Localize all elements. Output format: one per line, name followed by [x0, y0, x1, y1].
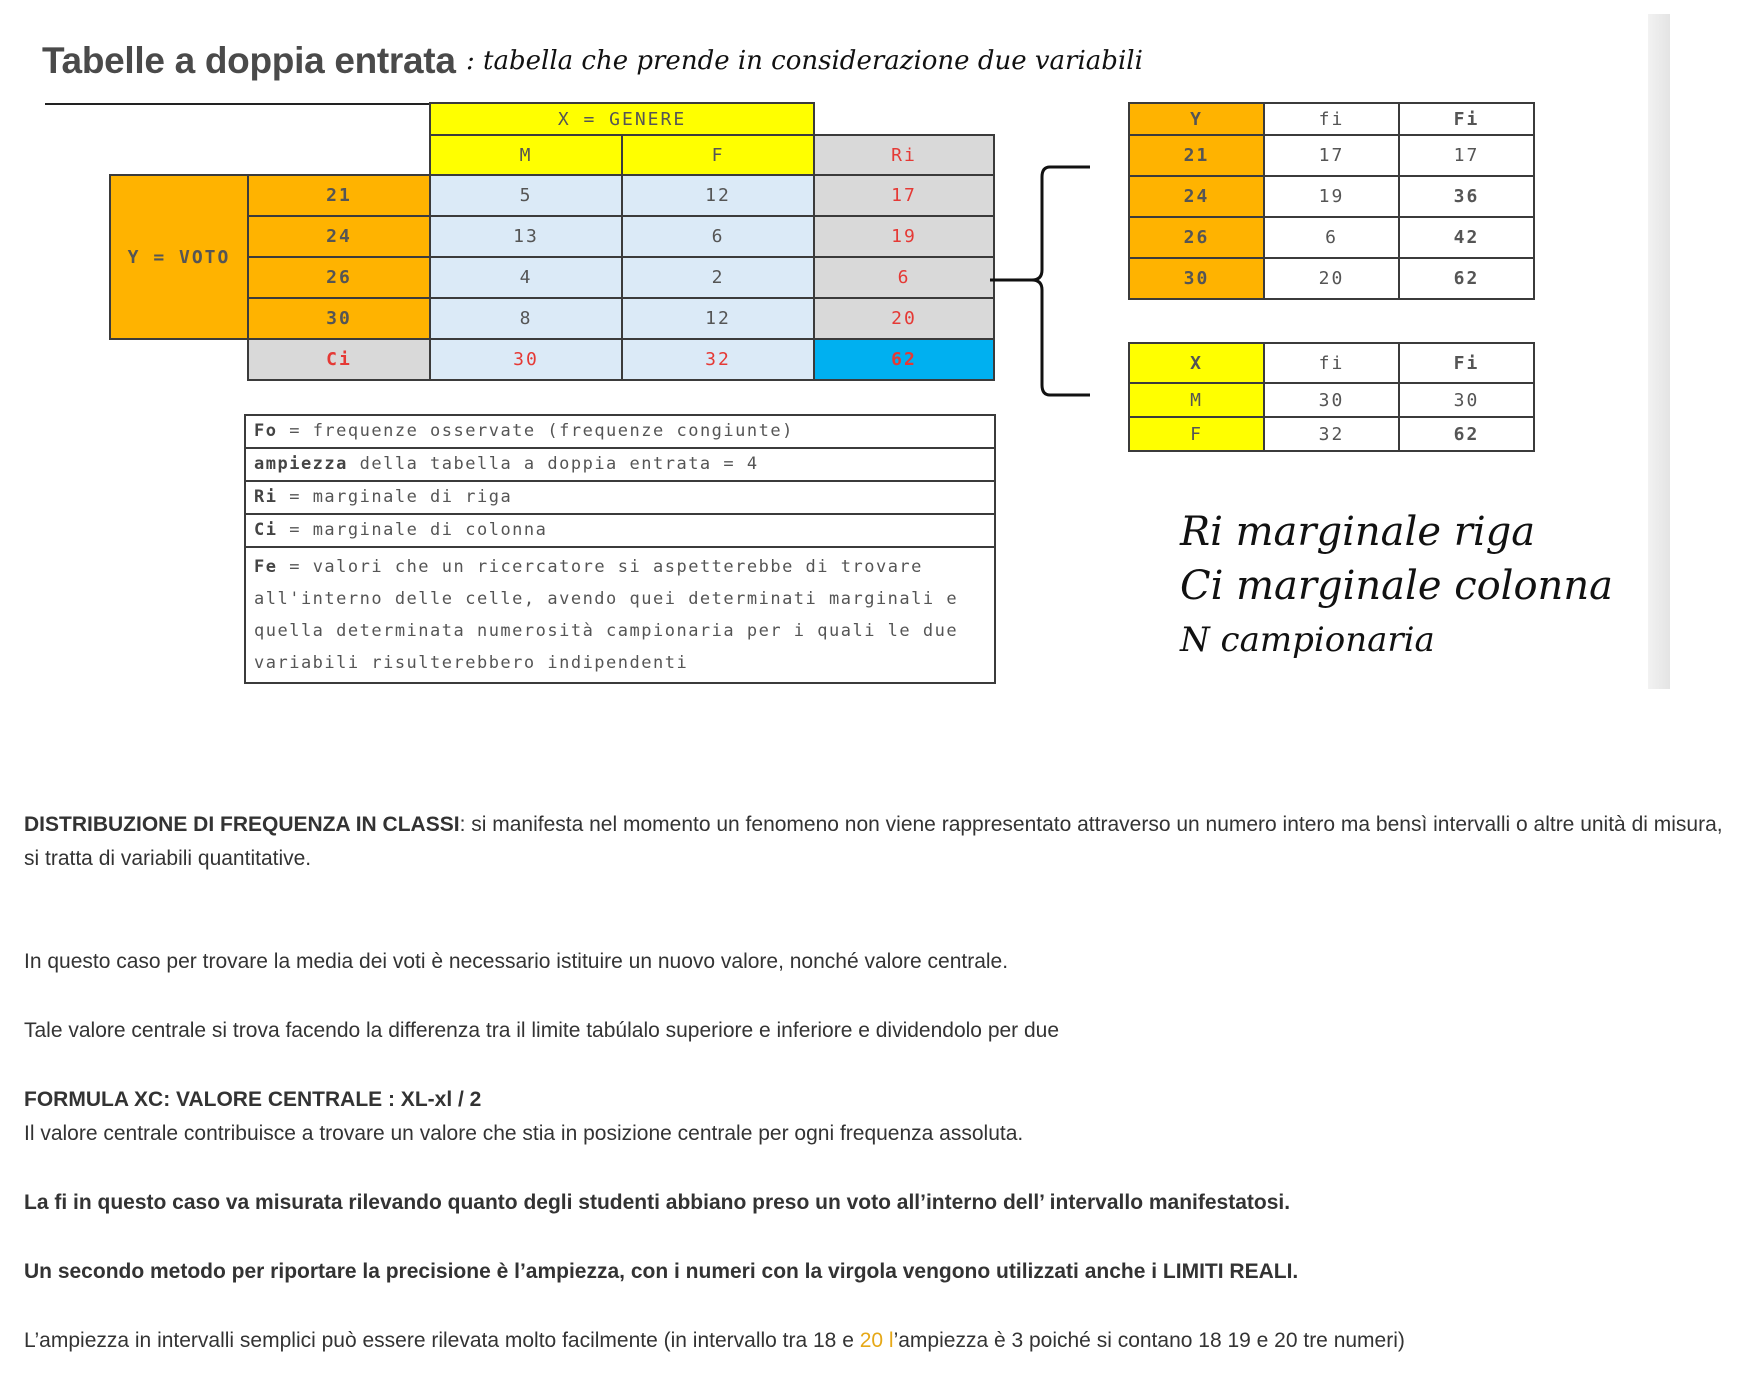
ci-f: 32: [622, 339, 814, 380]
grand-total: 62: [814, 339, 994, 380]
paragraph-formula: FORMULA XC: VALORE CENTRALE : XL-xl / 2 Il valore centrale contribuisce a trovare un valore che stia in posizione centrale per ogni frequenza assoluta.: [24, 1088, 1024, 1145]
cell-m: 4: [430, 257, 622, 298]
cum-fi-value: 62: [1399, 417, 1534, 451]
row-y-value: 26: [248, 257, 430, 298]
y-header: Y: [1129, 103, 1264, 135]
page-edge-shadow: [1648, 14, 1670, 689]
cum-fi-value: 62: [1399, 258, 1534, 299]
fi-value: 17: [1264, 135, 1399, 176]
two-way-table: [109, 102, 995, 381]
cell-m: 5: [430, 175, 622, 216]
cum-fi-value: 42: [1399, 217, 1534, 258]
row-y-value: 21: [248, 175, 430, 216]
note-ri: Ri marginale riga: [1180, 509, 1536, 555]
page-title: Tabelle a doppia entrata: [42, 40, 456, 81]
cell-ri: 19: [814, 216, 994, 257]
legend-box: [244, 414, 996, 684]
ci-m: 30: [430, 339, 622, 380]
fi-value: 20: [1264, 258, 1399, 299]
fi-value: 6: [1264, 217, 1399, 258]
fi-header: fi: [1264, 343, 1399, 383]
note-ci: Ci marginale colonna: [1180, 563, 1613, 609]
cum-fi-value: 30: [1399, 383, 1534, 417]
ci-label: Ci: [248, 339, 430, 380]
cell-m: 13: [430, 216, 622, 257]
fi-value: 32: [1264, 417, 1399, 451]
cell-ri: 17: [814, 175, 994, 216]
highlighted-text: 20 l: [859, 1329, 894, 1352]
cell-f: 12: [622, 175, 814, 216]
note-n: N campionaria: [1180, 620, 1435, 660]
legend-fo: Fo = frequenze osservate (frequenze congiunte): [246, 416, 994, 449]
legend-ri: Ri = marginale di riga: [246, 482, 994, 515]
paragraph-distribuzione: DISTRIBUZIONE DI FREQUENZA IN CLASSI: si manifesta nel momento un fenomeno non viene rappresentato attraverso un numero intero ma bensì intervalli o altre unità di misura, si tratta di variabili quantitative.: [24, 813, 1723, 870]
cell-f: 12: [622, 298, 814, 339]
legend-ci: Ci = marginale di colonna: [246, 515, 994, 548]
cell-ri: 6: [814, 257, 994, 298]
y-voto-header: Y = VOTO: [110, 175, 248, 339]
cum-fi-header: Fi: [1399, 103, 1534, 135]
x-header: X: [1129, 343, 1264, 383]
cum-fi-value: 17: [1399, 135, 1534, 176]
x-value: M: [1129, 383, 1264, 417]
col-header-f: F: [622, 135, 814, 175]
col-header-ri: Ri: [814, 135, 994, 175]
x-value: F: [1129, 417, 1264, 451]
fi-value: 30: [1264, 383, 1399, 417]
paragraph-ampiezza: L’ampiezza in intervalli semplici può essere rilevata molto facilmente (in intervallo tra 18 e 20 l’ampiezza è 3 poiché si contano 18 19 e 20 tre numeri): [24, 1329, 1405, 1352]
cum-fi-value: 36: [1399, 176, 1534, 217]
cell-f: 6: [622, 216, 814, 257]
row-y-value: 30: [248, 298, 430, 339]
row-y-value: 24: [248, 216, 430, 257]
y-value: 24: [1129, 176, 1264, 217]
legend-fe: Fe = valori che un ricercatore si aspetterebbe di trovare all'interno delle celle, avendo quei determinati marginali e quella determinata numerosità campionaria per i quali le due variabili risulterebbero indipendenti: [254, 557, 959, 673]
cell-f: 2: [622, 257, 814, 298]
cum-fi-header: Fi: [1399, 343, 1534, 383]
y-value: 26: [1129, 217, 1264, 258]
paragraph-limiti-reali: Un secondo metodo per riportare la precisione è l’ampiezza, con i numeri con la virgola vengono utilizzati anche i LIMITI REALI.: [24, 1260, 1299, 1283]
y-value: 21: [1129, 135, 1264, 176]
cell-ri: 20: [814, 298, 994, 339]
y-value: 30: [1129, 258, 1264, 299]
legend-ampiezza: ampiezza della tabella a doppia entrata = 4: [246, 449, 994, 482]
col-header-m: M: [430, 135, 622, 175]
fi-header: fi: [1264, 103, 1399, 135]
y-frequency-table: [1128, 102, 1535, 300]
x-frequency-table: [1128, 342, 1535, 452]
brace-icon: [990, 165, 1100, 400]
paragraph-valore-centrale: Tale valore centrale si trova facendo la differenza tra il limite tabúlalo superiore e inferiore e dividendolo per due: [24, 1019, 1060, 1042]
paragraph-fi: La fi in questo caso va misurata rilevando quanto degli studenti abbiano preso un voto all’interno dell’ intervallo manifestatosi.: [24, 1191, 1291, 1214]
handwritten-notes: [1180, 505, 1613, 667]
fi-value: 19: [1264, 176, 1399, 217]
cell-m: 8: [430, 298, 622, 339]
x-genere-header: X = GENERE: [430, 103, 814, 135]
paragraph-media: In questo caso per trovare la media dei voti è necessario istituire un nuovo valore, nonché valore centrale.: [24, 950, 1009, 973]
handwritten-subtitle: : tabella che prende in considerazione due variabili: [466, 46, 1143, 76]
